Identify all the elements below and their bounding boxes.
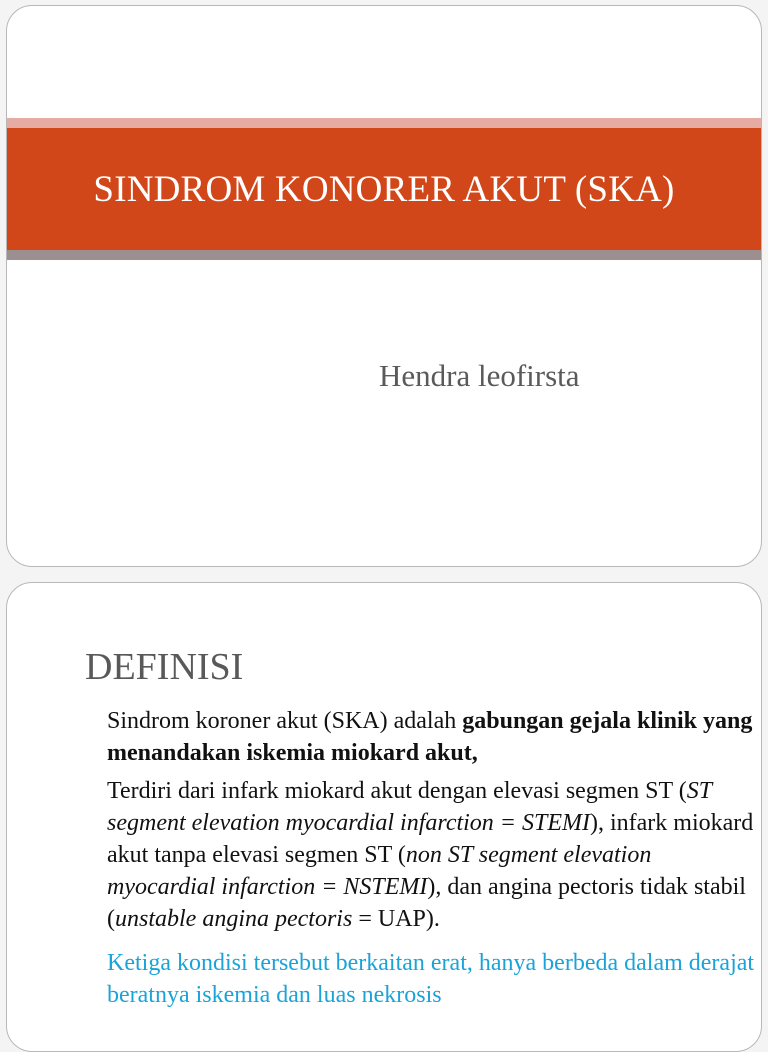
slide-body: [107, 705, 757, 1011]
definition-text: Sindrom koroner akut (SKA) adalah: [107, 708, 463, 734]
definition-emphasis: gabungan gejala klinik yang menandakan iskemia miokard akut,: [107, 708, 753, 766]
classification-text-4: = UAP).: [352, 906, 440, 932]
title-band-top-accent: [7, 118, 761, 128]
definition-paragraph: [107, 705, 757, 769]
classification-text-2: ), infark miokard akut tanpa elevasi segmen ST (: [107, 810, 754, 868]
relation-paragraph: Ketiga kondisi tersebut berkaitan erat, hanya berbeda dalam derajat beratnya iskemia dan luas nekrosis: [107, 950, 755, 1008]
classification-paragraph: [107, 775, 757, 935]
classification-text-3: ), dan angina pectoris tidak stabil (: [107, 874, 746, 932]
nstemi-term: non ST segment elevation myocardial infarction = NSTEMI: [107, 842, 652, 900]
stemi-term: ST segment elevation myocardial infarction = STEMI: [107, 778, 712, 836]
author-name: Hendra leofirsta: [379, 358, 580, 393]
uap-term: unstable angina pectoris: [115, 906, 353, 932]
definition-slide: [6, 582, 762, 1052]
section-heading: DEFINISI: [85, 646, 244, 688]
slide-title: SINDROM KONORER AKUT (SKA): [93, 168, 675, 210]
classification-text-1: Terdiri dari infark miokard akut dengan elevasi segmen ST (: [107, 778, 687, 804]
title-slide: [6, 5, 762, 567]
title-band-bottom-accent: [7, 250, 761, 260]
